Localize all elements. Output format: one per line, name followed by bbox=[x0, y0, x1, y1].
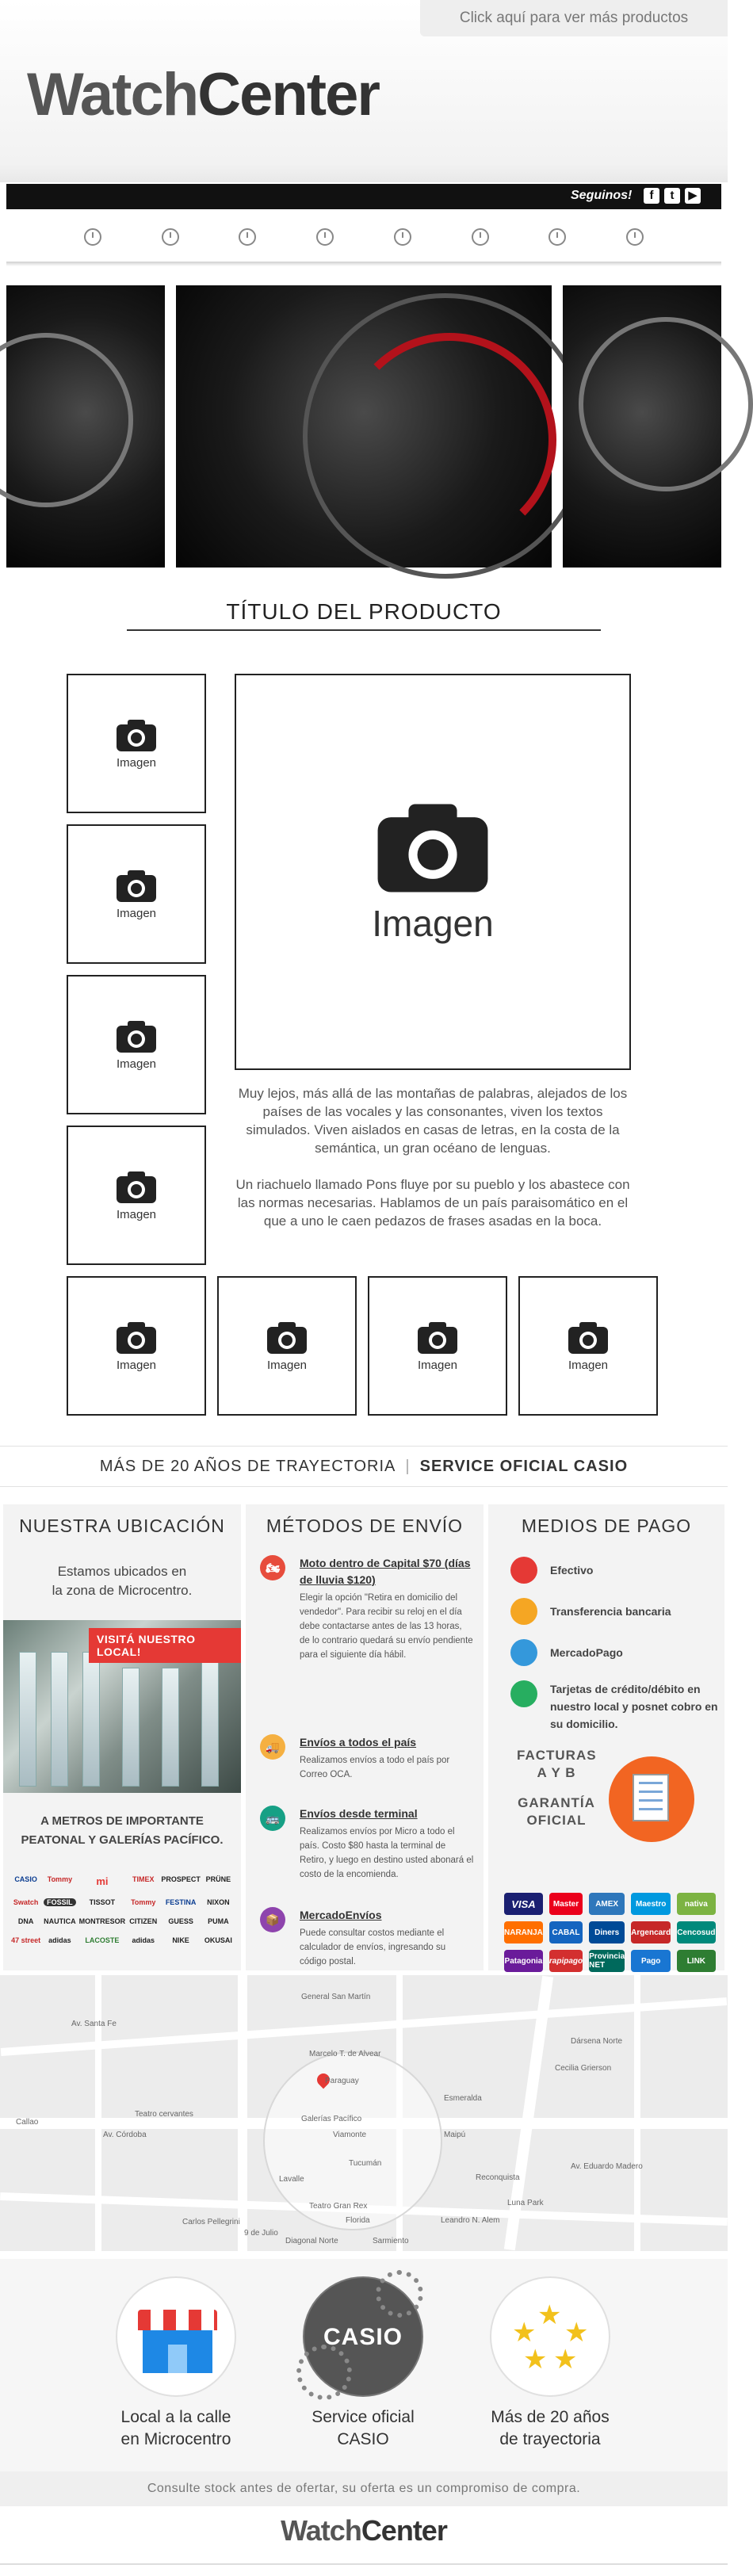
store-shelf bbox=[19, 1652, 36, 1787]
payment-label: Tarjetas de crédito/débito en nuestro local y posnet cobro en su domicilio. bbox=[550, 1683, 718, 1730]
credit-card-icon bbox=[510, 1680, 537, 1707]
brand-logo: NAUTICA bbox=[44, 1917, 76, 1925]
star-icon: ★ bbox=[537, 2300, 562, 2330]
watch-icon[interactable] bbox=[394, 228, 411, 246]
street-label: Teatro Gran Rex bbox=[309, 2202, 368, 2211]
camera-icon bbox=[115, 718, 158, 753]
main-image-label: Imagen bbox=[372, 903, 494, 944]
card-logo: rapipago bbox=[549, 1950, 583, 1972]
logo-part2: Center bbox=[197, 61, 379, 128]
street-label: Luna Park bbox=[507, 2199, 544, 2207]
thumbnail-7[interactable] bbox=[368, 1276, 507, 1416]
camera-icon bbox=[416, 1320, 459, 1355]
watch-icon[interactable] bbox=[549, 228, 566, 246]
footer-logo-part1: Watch bbox=[281, 2514, 361, 2547]
features-section bbox=[0, 2259, 728, 2471]
street-label: 9 de Julio bbox=[244, 2229, 278, 2238]
street-label: Sarmiento bbox=[373, 2237, 409, 2245]
brand-logo: CASIO bbox=[14, 1875, 37, 1883]
thumbnail-1[interactable] bbox=[67, 674, 206, 813]
watch-dial-graphic bbox=[0, 333, 133, 507]
thumb-label: Imagen bbox=[116, 1207, 157, 1221]
payment-option-cash bbox=[510, 1557, 720, 1579]
brand-logo: PUMA bbox=[208, 1917, 229, 1925]
brand-logo: PRÜNE bbox=[205, 1875, 231, 1883]
watch-icon[interactable] bbox=[626, 228, 644, 246]
gear-icon bbox=[296, 2345, 352, 2400]
card-logo: Argencard bbox=[631, 1921, 671, 1943]
brand-logo: adidas bbox=[132, 1936, 155, 1944]
bus-icon: 🚌 bbox=[260, 1806, 285, 1831]
bank-icon bbox=[510, 1598, 537, 1625]
store-shelf bbox=[122, 1668, 140, 1787]
brand-logo: PROSPECT bbox=[161, 1875, 201, 1883]
street-label: Callao bbox=[16, 2118, 39, 2127]
street-label: Av. Eduardo Madero bbox=[571, 2162, 643, 2171]
thumb-label: Imagen bbox=[417, 1358, 458, 1372]
street-label: Lavalle bbox=[279, 2175, 304, 2184]
youtube-icon[interactable]: ▶ bbox=[685, 188, 701, 204]
feature-casio-service bbox=[276, 2276, 450, 2451]
location-heading: NUESTRA UBICACIÓN bbox=[19, 1515, 225, 1536]
main-product-image[interactable] bbox=[235, 674, 631, 1070]
thumbnail-6[interactable] bbox=[217, 1276, 357, 1416]
card-logo: CABAL bbox=[549, 1921, 583, 1943]
brand-logo: NIKE bbox=[172, 1936, 189, 1944]
star-icon: ★ bbox=[564, 2318, 589, 2348]
street-label: Av. Córdoba bbox=[103, 2131, 147, 2139]
street-label: Galerías Pacífico bbox=[301, 2115, 362, 2123]
store-shelf bbox=[51, 1652, 68, 1787]
card-logo: Pago bbox=[631, 1950, 671, 1972]
description-paragraph-1: Muy lejos, más allá de las montañas de palabras, alejados de los países de las vocales y las consonantes, viven los textos simulados. Viven aislados en casas de letras, en la costa de la semántica, un gran océano de lenguas. bbox=[238, 1086, 628, 1156]
footer-logo bbox=[0, 2514, 728, 2547]
street-label: General San Martín bbox=[301, 1993, 371, 2001]
watch-icon[interactable] bbox=[316, 228, 334, 246]
factura-line2: A Y B bbox=[537, 1765, 576, 1780]
location-column bbox=[3, 1504, 241, 1970]
watch-icon[interactable] bbox=[162, 228, 179, 246]
brand-logo: mi bbox=[96, 1875, 109, 1887]
thumb-label: Imagen bbox=[116, 1057, 157, 1071]
store-photo bbox=[3, 1620, 241, 1793]
description-paragraph-2: Un riachuelo llamado Pons fluye por su pueblo y los abastece con las normas necesarias. Hablamos de un país paraisomático en el que a uno le caen pedazos de frases asadas en la boca. bbox=[235, 1177, 630, 1229]
header-divider bbox=[6, 262, 721, 266]
street-label: Dársena Norte bbox=[571, 2037, 623, 2046]
street-label: Cecilia Grierson bbox=[555, 2064, 612, 2073]
street-label: Viamonte bbox=[333, 2131, 367, 2139]
payment-label: Efectivo bbox=[550, 1564, 594, 1577]
feature-line2: de trayectoria bbox=[499, 2430, 601, 2448]
feature-line2: CASIO bbox=[337, 2430, 389, 2448]
banner-image-right bbox=[563, 285, 721, 568]
store-icon bbox=[116, 2276, 236, 2397]
shipping-body: Elegir la opción "Retira en domicilio del vendedor". Para recibir su reloj en el día debe contactarse antes de las 13 horas, de lo contrario quedará su envío pendiente para el siguiente día hábil. bbox=[300, 1593, 473, 1660]
shipping-title[interactable]: Moto dentro de Capital $70 (días de lluvia $120) bbox=[300, 1557, 471, 1586]
cash-icon bbox=[510, 1557, 537, 1584]
card-logos bbox=[504, 1893, 716, 1972]
footer-divider bbox=[0, 2563, 728, 2565]
shipping-option-country bbox=[260, 1734, 474, 1782]
garantia-line2: OFICIAL bbox=[526, 1813, 587, 1828]
feature-line1: Local a la calle bbox=[120, 2408, 231, 2426]
brand-logo: adidas bbox=[48, 1936, 71, 1944]
logo-part1: Watch bbox=[27, 61, 198, 128]
thumb-label: Imagen bbox=[568, 1358, 609, 1372]
thumbnail-5[interactable] bbox=[67, 1276, 206, 1416]
shipping-heading: MÉTODOS DE ENVÍO bbox=[266, 1515, 464, 1536]
card-logo: Cencosud bbox=[677, 1921, 715, 1943]
store-shelf bbox=[201, 1660, 219, 1787]
feature-label bbox=[89, 2406, 263, 2451]
camera-icon bbox=[115, 1019, 158, 1054]
street-label: Carlos Pellegrini bbox=[182, 2218, 240, 2226]
card-logo: Patagonia bbox=[504, 1950, 543, 1972]
location-text-line2: la zona de Microcentro. bbox=[52, 1583, 193, 1598]
feature-line2: en Microcentro bbox=[120, 2430, 231, 2448]
shipping-option-moto bbox=[260, 1555, 474, 1662]
visit-store-badge[interactable]: VISITÁ NUESTRO LOCAL! bbox=[89, 1628, 241, 1663]
street-label: Marcelo T. de Alvear bbox=[309, 2050, 381, 2058]
card-logo: Master bbox=[549, 1893, 583, 1915]
shipping-title[interactable]: Envíos a todos el país bbox=[300, 1736, 417, 1749]
feature-store bbox=[89, 2276, 263, 2451]
camera-icon bbox=[115, 1170, 158, 1205]
street-label: Florida bbox=[346, 2216, 370, 2225]
twitter-icon[interactable]: t bbox=[664, 188, 680, 204]
thumbnail-4[interactable] bbox=[67, 1126, 206, 1265]
thumb-label: Imagen bbox=[266, 1358, 308, 1372]
street-label: Leandro N. Alem bbox=[441, 2216, 500, 2225]
camera-icon bbox=[115, 1320, 158, 1355]
store-shelf bbox=[82, 1652, 100, 1787]
brand-logo: LACOSTE bbox=[85, 1936, 120, 1944]
camera-icon bbox=[373, 799, 492, 897]
service-text: SERVICE OFICIAL CASIO bbox=[419, 1457, 629, 1475]
card-logo: Provincia NET bbox=[589, 1950, 625, 1972]
brand-logos bbox=[11, 1875, 233, 1944]
thumbnail-2[interactable] bbox=[67, 824, 206, 964]
thumbnail-8[interactable] bbox=[518, 1276, 658, 1416]
shipping-title[interactable]: Envíos desde terminal bbox=[300, 1807, 418, 1820]
payment-option-mercadopago bbox=[510, 1639, 720, 1661]
factura-line1: FACTURAS bbox=[517, 1748, 597, 1763]
brand-logo: NIXON bbox=[207, 1898, 230, 1906]
street-label: Diagonal Norte bbox=[285, 2237, 338, 2245]
shipping-option-mercadoenvios bbox=[260, 1907, 474, 1969]
social-bar bbox=[6, 184, 721, 209]
follow-label: Seguinos! bbox=[571, 189, 633, 202]
banner-image-left bbox=[6, 285, 165, 568]
document-icon bbox=[633, 1774, 669, 1821]
card-logo: nativa bbox=[677, 1893, 715, 1915]
shipping-body: Realizamos envíos a todo el país por Correo OCA. bbox=[300, 1756, 450, 1779]
card-logo: VISA bbox=[504, 1893, 543, 1915]
meters-line1: A METROS DE IMPORTANTE bbox=[40, 1814, 204, 1828]
thumbnail-3[interactable] bbox=[67, 975, 206, 1114]
map-road bbox=[634, 1975, 640, 2251]
brand-logo: Swatch bbox=[13, 1898, 39, 1906]
gear-icon bbox=[376, 2270, 423, 2318]
brand-logo: CITIZEN bbox=[129, 1917, 158, 1925]
casio-gear-icon bbox=[303, 2276, 423, 2397]
category-icon-row bbox=[6, 219, 721, 257]
thumb-label: Imagen bbox=[116, 906, 157, 920]
watch-bezel-graphic bbox=[342, 333, 556, 547]
star-icon: ★ bbox=[553, 2345, 578, 2375]
watch-icon[interactable] bbox=[84, 228, 101, 246]
street-label: Teatro cervantes bbox=[135, 2110, 193, 2119]
feature-line1: Service oficial bbox=[312, 2408, 415, 2426]
shipping-title[interactable]: MercadoEnvíos bbox=[300, 1909, 382, 1921]
street-label: Av. Santa Fe bbox=[71, 2020, 117, 2028]
meters-line2: PEATONAL Y GALERÍAS PACÍFICO. bbox=[21, 1833, 224, 1847]
more-products-link[interactable]: Click aquí para ver más productos bbox=[420, 0, 728, 36]
location-text-line1: Estamos ubicados en bbox=[57, 1564, 187, 1579]
payment-option-cards bbox=[510, 1680, 720, 1733]
trajectory-text: MÁS DE 20 AÑOS DE TRAYECTORIA bbox=[99, 1457, 396, 1475]
brand-logo: FESTINA bbox=[165, 1898, 197, 1906]
product-description bbox=[235, 1084, 631, 1230]
brand-logo: FOSSIL bbox=[44, 1898, 76, 1906]
brand-logo: 47 street bbox=[11, 1936, 41, 1944]
strip-separator: | bbox=[405, 1457, 411, 1475]
truck-icon: 🚚 bbox=[260, 1734, 285, 1760]
payment-heading: MEDIOS DE PAGO bbox=[521, 1515, 692, 1536]
camera-icon bbox=[266, 1320, 308, 1355]
star-icon: ★ bbox=[523, 2345, 548, 2375]
camera-icon bbox=[115, 869, 158, 904]
feature-label bbox=[463, 2406, 637, 2451]
header bbox=[0, 0, 728, 182]
brand-logo: MONTRESOR bbox=[78, 1917, 126, 1925]
feature-trajectory bbox=[463, 2276, 637, 2451]
mercadopago-icon bbox=[510, 1639, 537, 1666]
brand-logo: OKUSAI bbox=[204, 1936, 232, 1944]
street-label: Paraguay bbox=[325, 2077, 359, 2085]
feature-label bbox=[276, 2406, 450, 2451]
street-label: Esmeralda bbox=[444, 2094, 482, 2103]
shipping-body: Realizamos envíos por Micro a todo el país. Costo $80 hasta la terminal de Retiro, y luego en destino usted abonará el costo de la encomienda. bbox=[300, 1827, 474, 1879]
motorcycle-icon: 🏍 bbox=[260, 1555, 285, 1580]
brand-logo: TISSOT bbox=[89, 1898, 116, 1906]
brand-logo: Tommy bbox=[131, 1898, 156, 1906]
payment-label: Transferencia bancaria bbox=[550, 1605, 671, 1618]
card-logo: LINK bbox=[677, 1950, 715, 1972]
meters-text bbox=[3, 1812, 241, 1850]
thumb-label: Imagen bbox=[116, 1358, 157, 1372]
shipping-option-terminal bbox=[260, 1806, 474, 1882]
watch-icon[interactable] bbox=[472, 228, 489, 246]
shipping-column bbox=[246, 1504, 484, 1970]
stars-icon bbox=[490, 2276, 610, 2397]
thumb-label: Imagen bbox=[116, 755, 157, 770]
watch-icon[interactable] bbox=[239, 228, 256, 246]
casio-badge: CASIO bbox=[323, 2324, 403, 2350]
location-text bbox=[3, 1562, 241, 1600]
store-awning bbox=[138, 2310, 217, 2330]
feature-line1: Más de 20 años bbox=[491, 2408, 610, 2426]
footer-logo-part2: Center bbox=[361, 2514, 447, 2547]
card-logo: AMEX bbox=[589, 1893, 625, 1915]
payment-option-transfer bbox=[510, 1598, 720, 1620]
trajectory-strip bbox=[0, 1446, 728, 1487]
star-icon: ★ bbox=[512, 2318, 537, 2348]
invoice-text bbox=[517, 1747, 596, 1829]
map-road bbox=[238, 1975, 247, 2251]
card-logo: NARANJA bbox=[504, 1921, 543, 1943]
shipping-body: Puede consultar costos mediante el calculador de envíos, ingresando su código postal. bbox=[300, 1928, 446, 1966]
card-logo: Diners bbox=[589, 1921, 625, 1943]
garantia-line1: GARANTÍA bbox=[518, 1795, 595, 1810]
logo bbox=[27, 60, 379, 129]
brand-logo: DNA bbox=[17, 1917, 34, 1925]
banner-image-center bbox=[176, 285, 552, 568]
invoice-document-icon bbox=[609, 1756, 694, 1842]
watch-dial-graphic bbox=[579, 317, 753, 491]
camera-icon bbox=[567, 1320, 610, 1355]
package-icon: 📦 bbox=[260, 1907, 285, 1932]
street-label: Reconquista bbox=[476, 2173, 520, 2182]
payment-label: MercadoPago bbox=[550, 1646, 623, 1659]
location-map[interactable] bbox=[0, 1975, 728, 2251]
product-title: TÍTULO DEL PRODUCTO bbox=[127, 599, 601, 631]
payment-column bbox=[488, 1504, 724, 1970]
stock-disclaimer: Consulte stock antes de ofertar, su oferta es un compromiso de compra. bbox=[0, 2471, 728, 2506]
card-logo: Maestro bbox=[631, 1893, 671, 1915]
brand-logo: TIMEX bbox=[132, 1875, 155, 1883]
map-road bbox=[95, 1975, 101, 2251]
store-door bbox=[168, 2345, 187, 2373]
street-label: Tucumán bbox=[349, 2159, 382, 2168]
store-shelf bbox=[162, 1668, 179, 1787]
brand-logo: GUESS bbox=[168, 1917, 193, 1925]
facebook-icon[interactable]: f bbox=[644, 188, 659, 204]
brand-logo: Tommy bbox=[47, 1875, 73, 1883]
street-label: Maipú bbox=[444, 2131, 466, 2139]
